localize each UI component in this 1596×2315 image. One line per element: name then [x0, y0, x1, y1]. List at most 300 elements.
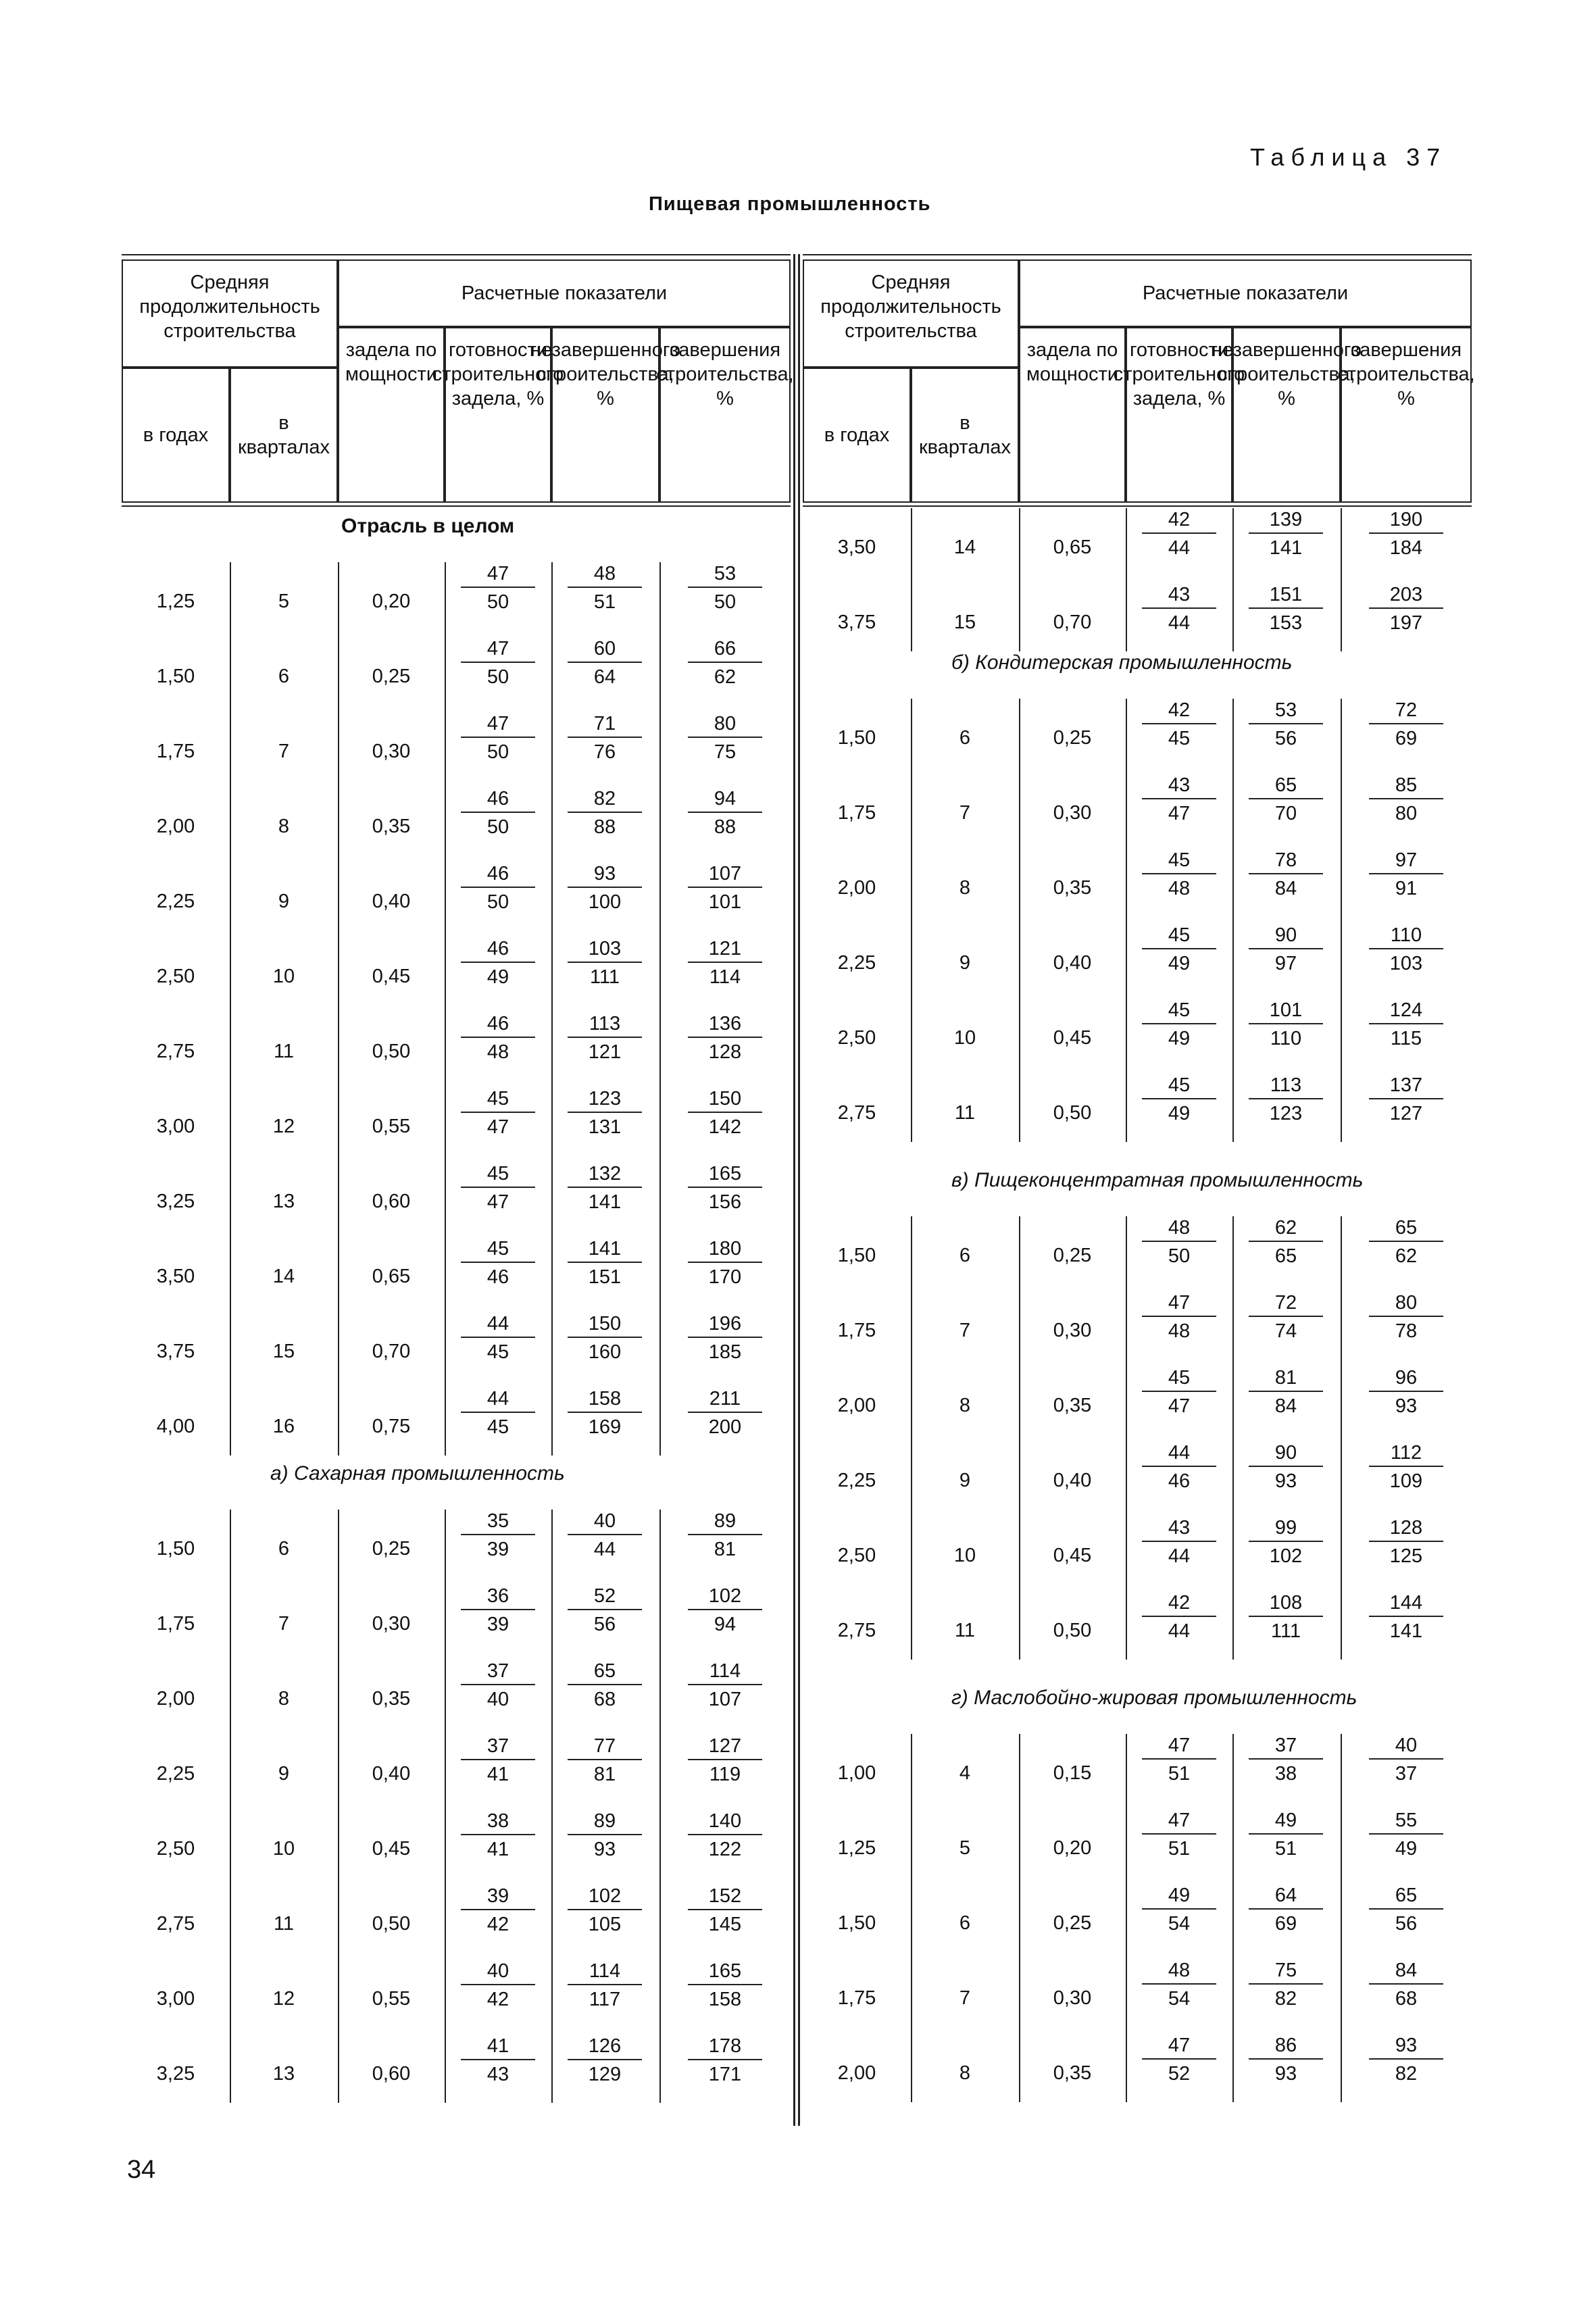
fraction-readiness	[1142, 1959, 1216, 2010]
fraction-numerator: 42	[1142, 699, 1216, 724]
cell-years: 2,75	[837, 1102, 876, 1124]
header-readiness: готовности строительного задела, %	[1126, 327, 1232, 503]
cell-capacity: 0,20	[372, 591, 411, 612]
fraction-denominator: 94	[714, 1614, 737, 1635]
cell-quarters: 7	[278, 1613, 290, 1635]
fraction-unfinished	[568, 1960, 642, 2011]
fraction-denominator: 62	[714, 666, 737, 688]
fraction-denominator: 81	[593, 1764, 616, 1785]
cell-quarters: 7	[959, 1987, 971, 2009]
cell-years: 3,50	[156, 1266, 195, 1287]
cell-quarters: 6	[959, 1245, 971, 1266]
fraction-denominator: 56	[593, 1614, 616, 1635]
fraction-numerator: 139	[1249, 508, 1323, 534]
fraction-numerator: 90	[1249, 1441, 1323, 1467]
fraction-completion	[688, 1585, 762, 1636]
fraction-denominator: 82	[1395, 2063, 1418, 2085]
fraction-completion	[688, 637, 762, 689]
fraction-denominator: 54	[1168, 1988, 1191, 2010]
header-top-rule	[122, 254, 791, 255]
cell-years: 2,25	[156, 891, 195, 912]
cell-quarters: 10	[953, 1545, 976, 1566]
fraction-readiness	[461, 1510, 535, 1561]
fraction-readiness	[1142, 1516, 1216, 1568]
fraction-numerator: 190	[1369, 508, 1443, 534]
fraction-numerator: 123	[568, 1087, 642, 1113]
fraction-numerator: 42	[1142, 508, 1216, 534]
fraction-readiness	[461, 937, 535, 989]
cell-capacity: 0,60	[372, 2063, 411, 2085]
fraction-denominator: 122	[708, 1839, 742, 1860]
fraction-denominator: 81	[714, 1539, 737, 1560]
cell-years: 1,75	[837, 802, 876, 824]
fraction-denominator: 37	[1395, 1763, 1418, 1785]
header-years: в годах	[122, 368, 230, 503]
fraction-completion	[1369, 1216, 1443, 1268]
column-rule	[1341, 699, 1342, 1142]
fraction-denominator: 49	[1168, 1028, 1191, 1049]
fraction-denominator: 50	[714, 591, 737, 613]
fraction-numerator: 150	[688, 1087, 762, 1113]
fraction-denominator: 54	[1168, 1913, 1191, 1935]
fraction-unfinished	[1249, 774, 1323, 825]
cell-years: 1,75	[156, 741, 195, 762]
fraction-denominator: 44	[1168, 1620, 1191, 1642]
fraction-numerator: 43	[1142, 583, 1216, 609]
fraction-unfinished	[568, 712, 642, 764]
fraction-completion	[1369, 1591, 1443, 1643]
cell-capacity: 0,45	[1053, 1027, 1092, 1049]
fraction-numerator: 137	[1369, 1074, 1443, 1099]
fraction-readiness	[1142, 774, 1216, 825]
fraction-numerator: 89	[568, 1810, 642, 1835]
column-rule	[911, 1734, 912, 2102]
fraction-completion	[688, 712, 762, 764]
fraction-completion	[688, 1810, 762, 1861]
fraction-denominator: 142	[708, 1116, 742, 1138]
fraction-unfinished	[568, 1885, 642, 1936]
fraction-numerator: 80	[688, 712, 762, 738]
fraction-numerator: 47	[1142, 2034, 1216, 2060]
fraction-denominator: 39	[487, 1614, 509, 1635]
fraction-denominator: 97	[1274, 953, 1297, 974]
fraction-numerator: 108	[1249, 1591, 1323, 1617]
fraction-completion	[1369, 1884, 1443, 1935]
fraction-denominator: 125	[1389, 1545, 1423, 1567]
cell-quarters: 9	[959, 952, 971, 974]
fraction-denominator: 103	[1389, 953, 1423, 974]
fraction-numerator: 65	[568, 1660, 642, 1685]
fraction-unfinished	[568, 862, 642, 914]
fraction-denominator: 44	[1168, 537, 1191, 559]
header-quarters: в кварталах	[230, 368, 338, 503]
fraction-completion	[1369, 699, 1443, 750]
cell-years: 3,25	[156, 2063, 195, 2085]
fraction-denominator: 88	[593, 816, 616, 838]
fraction-numerator: 41	[461, 2035, 535, 2060]
column-rule	[445, 1510, 446, 2103]
header-completion: завершения строительства, %	[659, 327, 791, 503]
cell-quarters: 7	[959, 802, 971, 824]
cell-quarters: 12	[272, 1116, 295, 1137]
fraction-denominator: 46	[487, 1266, 509, 1288]
fraction-completion	[688, 1735, 762, 1786]
fraction-numerator: 49	[1142, 1884, 1216, 1910]
fraction-completion	[688, 1237, 762, 1289]
fraction-numerator: 102	[568, 1885, 642, 1910]
cell-capacity: 0,65	[372, 1266, 411, 1287]
fraction-unfinished	[1249, 2034, 1323, 2085]
fraction-denominator: 119	[709, 1764, 741, 1785]
fraction-numerator: 72	[1249, 1291, 1323, 1317]
fraction-denominator: 47	[1168, 1395, 1191, 1417]
cell-quarters: 12	[272, 1988, 295, 2010]
fraction-unfinished	[1249, 1809, 1323, 1860]
fraction-denominator: 128	[708, 1041, 742, 1063]
cell-quarters: 7	[278, 741, 290, 762]
fraction-numerator: 180	[688, 1237, 762, 1263]
fraction-readiness	[1142, 583, 1216, 634]
fraction-completion	[1369, 1366, 1443, 1418]
fraction-denominator: 76	[593, 741, 616, 763]
fraction-denominator: 169	[588, 1416, 622, 1438]
fraction-readiness	[461, 1585, 535, 1636]
header-years: в годах	[803, 368, 911, 503]
fraction-readiness	[461, 1960, 535, 2011]
fraction-denominator: 88	[714, 816, 737, 838]
fraction-denominator: 109	[1389, 1470, 1423, 1492]
fraction-completion	[688, 787, 762, 839]
fraction-unfinished	[568, 2035, 642, 2086]
cell-quarters: 15	[953, 612, 976, 633]
column-rule	[230, 562, 231, 1455]
fraction-numerator: 47	[461, 712, 535, 738]
fraction-numerator: 43	[1142, 774, 1216, 799]
fraction-numerator: 53	[1249, 699, 1323, 724]
fraction-completion	[688, 1510, 762, 1561]
page-number: 34	[127, 2156, 156, 2184]
fraction-denominator: 45	[487, 1341, 509, 1363]
fraction-completion	[688, 1387, 762, 1439]
cell-years: 1,50	[156, 1538, 195, 1560]
fraction-numerator: 46	[461, 937, 535, 963]
fraction-numerator: 94	[688, 787, 762, 813]
fraction-numerator: 86	[1249, 2034, 1323, 2060]
column-rule	[551, 1510, 553, 2103]
fraction-denominator: 51	[593, 591, 616, 613]
fraction-unfinished	[568, 637, 642, 689]
cell-capacity: 0,30	[1053, 802, 1092, 824]
fraction-readiness	[461, 562, 535, 614]
fraction-denominator: 44	[1168, 1545, 1191, 1567]
fraction-completion	[1369, 1441, 1443, 1493]
fraction-readiness	[1142, 1366, 1216, 1418]
fraction-denominator: 56	[1395, 1913, 1418, 1935]
fraction-numerator: 110	[1369, 924, 1443, 949]
fraction-numerator: 93	[568, 862, 642, 888]
fraction-numerator: 84	[1369, 1959, 1443, 1985]
column-rule	[1019, 699, 1020, 1142]
fraction-readiness	[461, 1087, 535, 1139]
left-panel	[122, 254, 794, 2126]
fraction-readiness	[1142, 2034, 1216, 2085]
fraction-readiness	[461, 1012, 535, 1064]
fraction-numerator: 128	[1369, 1516, 1443, 1542]
fraction-numerator: 151	[1249, 583, 1323, 609]
fraction-denominator: 50	[487, 891, 509, 913]
fraction-numerator: 72	[1369, 699, 1443, 724]
fraction-numerator: 65	[1249, 774, 1323, 799]
cell-capacity: 0,15	[1053, 1762, 1092, 1784]
fraction-denominator: 184	[1389, 537, 1423, 559]
fraction-numerator: 113	[568, 1012, 642, 1038]
fraction-completion	[688, 937, 762, 989]
fraction-denominator: 50	[487, 816, 509, 838]
fraction-numerator: 150	[568, 1312, 642, 1338]
fraction-denominator: 84	[1274, 878, 1297, 899]
header-indicators: Расчетные показатели	[1019, 259, 1472, 327]
fraction-denominator: 171	[708, 2064, 742, 2085]
fraction-numerator: 78	[1249, 849, 1323, 874]
cell-quarters: 11	[273, 1041, 295, 1062]
fraction-numerator: 65	[1369, 1216, 1443, 1242]
fraction-denominator: 41	[487, 1764, 509, 1785]
fraction-numerator: 45	[1142, 924, 1216, 949]
fraction-unfinished	[568, 1012, 642, 1064]
fraction-numerator: 203	[1369, 583, 1443, 609]
cell-capacity: 0,70	[1053, 612, 1092, 633]
column-rule	[1341, 1216, 1342, 1660]
cell-capacity: 0,60	[372, 1191, 411, 1212]
column-rule	[338, 562, 339, 1455]
fraction-denominator: 43	[487, 2064, 509, 2085]
cell-quarters: 11	[273, 1913, 295, 1935]
fraction-denominator: 129	[588, 2064, 622, 2085]
cell-capacity: 0,25	[1053, 1912, 1092, 1934]
fraction-unfinished	[1249, 849, 1323, 900]
fraction-completion	[688, 1885, 762, 1936]
fraction-denominator: 42	[487, 1914, 509, 1935]
section-title: а) Сахарная промышленность	[270, 1462, 565, 1485]
header-unfinished: незавершенного строительства, %	[1232, 327, 1341, 503]
cell-years: 2,25	[156, 1763, 195, 1785]
fraction-completion	[688, 2035, 762, 2086]
cell-quarters: 8	[959, 1395, 971, 1416]
cell-years: 1,75	[837, 1987, 876, 2009]
fraction-readiness	[1142, 924, 1216, 975]
fraction-completion	[1369, 924, 1443, 975]
fraction-denominator: 68	[1395, 1988, 1418, 2010]
cell-years: 2,75	[156, 1041, 195, 1062]
fraction-denominator: 70	[1274, 803, 1297, 824]
fraction-denominator: 110	[1270, 1028, 1302, 1049]
fraction-unfinished	[568, 1660, 642, 1711]
fraction-numerator: 47	[461, 562, 535, 588]
fraction-numerator: 49	[1249, 1809, 1323, 1835]
fraction-unfinished	[1249, 1734, 1323, 1785]
cell-capacity: 0,45	[372, 966, 411, 987]
fraction-readiness	[1142, 1291, 1216, 1343]
fraction-completion	[1369, 1516, 1443, 1568]
fraction-numerator: 37	[1249, 1734, 1323, 1760]
cell-quarters: 9	[278, 1763, 290, 1785]
fraction-numerator: 82	[568, 787, 642, 813]
column-rule	[445, 562, 446, 1455]
fraction-denominator: 93	[1274, 2063, 1297, 2085]
cell-years: 2,00	[837, 1395, 876, 1416]
fraction-numerator: 48	[568, 562, 642, 588]
cell-years: 2,00	[837, 877, 876, 899]
fraction-unfinished	[568, 1087, 642, 1139]
column-rule	[1341, 1734, 1342, 2102]
fraction-denominator: 93	[593, 1839, 616, 1860]
cell-quarters: 9	[959, 1470, 971, 1491]
column-rule	[911, 1216, 912, 1660]
fraction-numerator: 101	[1249, 999, 1323, 1024]
fraction-completion	[688, 1312, 762, 1364]
cell-quarters: 11	[954, 1620, 976, 1641]
column-rule	[659, 1510, 661, 2103]
fraction-unfinished	[1249, 1216, 1323, 1268]
cell-quarters: 14	[272, 1266, 295, 1287]
header-completion: завершения строительства, %	[1341, 327, 1472, 503]
fraction-numerator: 38	[461, 1810, 535, 1835]
cell-years: 2,75	[837, 1620, 876, 1641]
fraction-numerator: 114	[568, 1960, 642, 1985]
fraction-completion	[688, 1012, 762, 1064]
fraction-numerator: 71	[568, 712, 642, 738]
cell-capacity: 0,40	[372, 1763, 411, 1785]
fraction-denominator: 45	[487, 1416, 509, 1438]
fraction-denominator: 48	[1168, 1320, 1191, 1342]
fraction-unfinished	[568, 1585, 642, 1636]
fraction-unfinished	[568, 562, 642, 614]
fraction-denominator: 158	[708, 1989, 742, 2010]
fraction-readiness	[1142, 1734, 1216, 1785]
cell-capacity: 0,20	[1053, 1837, 1092, 1859]
fraction-denominator: 127	[1389, 1103, 1423, 1124]
fraction-numerator: 80	[1369, 1291, 1443, 1317]
cell-capacity: 0,40	[372, 891, 411, 912]
fraction-readiness	[461, 2035, 535, 2086]
cell-capacity: 0,25	[1053, 727, 1092, 749]
cell-years: 3,25	[156, 1191, 195, 1212]
fraction-denominator: 38	[1274, 1763, 1297, 1785]
cell-years: 2,50	[837, 1545, 876, 1566]
fraction-numerator: 136	[688, 1012, 762, 1038]
cell-capacity: 0,35	[372, 1688, 411, 1710]
cell-quarters: 10	[953, 1027, 976, 1049]
fraction-unfinished	[1249, 1291, 1323, 1343]
fraction-denominator: 156	[708, 1191, 742, 1213]
cell-capacity: 0,55	[372, 1116, 411, 1137]
fraction-numerator: 37	[461, 1660, 535, 1685]
cell-capacity: 0,30	[1053, 1320, 1092, 1341]
right-panel	[803, 254, 1475, 2126]
column-rule	[1019, 1734, 1020, 2102]
fraction-numerator: 62	[1249, 1216, 1323, 1242]
fraction-denominator: 65	[1274, 1245, 1297, 1267]
fraction-numerator: 46	[461, 787, 535, 813]
column-rule	[911, 699, 912, 1142]
cell-capacity: 0,40	[1053, 952, 1092, 974]
cell-years: 1,50	[837, 727, 876, 749]
cell-years: 2,00	[837, 2062, 876, 2084]
fraction-numerator: 124	[1369, 999, 1443, 1024]
fraction-numerator: 65	[1369, 1884, 1443, 1910]
fraction-denominator: 197	[1389, 612, 1423, 634]
fraction-denominator: 47	[487, 1116, 509, 1138]
fraction-completion	[1369, 2034, 1443, 2085]
fraction-denominator: 69	[1274, 1913, 1297, 1935]
fraction-denominator: 111	[1270, 1620, 1301, 1642]
fraction-denominator: 39	[487, 1539, 509, 1560]
cell-capacity: 0,75	[372, 1416, 411, 1437]
cell-years: 1,75	[156, 1613, 195, 1635]
fraction-readiness	[461, 787, 535, 839]
fraction-denominator: 51	[1168, 1763, 1191, 1785]
fraction-completion	[688, 1162, 762, 1214]
fraction-numerator: 64	[1249, 1884, 1323, 1910]
header-capacity: задела по мощности	[1019, 327, 1126, 503]
cell-years: 1,75	[837, 1320, 876, 1341]
fraction-unfinished	[1249, 1074, 1323, 1125]
column-rule	[230, 1510, 231, 2103]
cell-quarters: 6	[959, 727, 971, 749]
fraction-numerator: 42	[1142, 1591, 1216, 1617]
fraction-numerator: 165	[688, 1960, 762, 1985]
fraction-denominator: 56	[1274, 728, 1297, 749]
fraction-denominator: 111	[589, 966, 620, 988]
cell-years: 1,25	[156, 591, 195, 612]
fraction-numerator: 48	[1142, 1216, 1216, 1242]
fraction-completion	[1369, 999, 1443, 1050]
fraction-denominator: 200	[708, 1416, 742, 1438]
fraction-unfinished	[1249, 1884, 1323, 1935]
cell-quarters: 6	[278, 1538, 290, 1560]
column-rule	[1126, 508, 1127, 651]
fraction-readiness	[1142, 699, 1216, 750]
fraction-numerator: 140	[688, 1810, 762, 1835]
fraction-unfinished	[1249, 1441, 1323, 1493]
fraction-readiness	[1142, 1441, 1216, 1493]
section-title: в) Пищеконцентратная промышленность	[951, 1169, 1364, 1191]
cell-years: 2,50	[837, 1027, 876, 1049]
header-quarters: в кварталах	[911, 368, 1019, 503]
fraction-completion	[1369, 1291, 1443, 1343]
fraction-denominator: 93	[1274, 1470, 1297, 1492]
fraction-denominator: 49	[1395, 1838, 1418, 1860]
fraction-readiness	[1142, 1809, 1216, 1860]
section-title: Отрасль в целом	[341, 515, 515, 537]
cell-capacity: 0,70	[372, 1341, 411, 1362]
column-rule	[1232, 1734, 1234, 2102]
fraction-readiness	[461, 1810, 535, 1861]
cell-capacity: 0,45	[372, 1838, 411, 1860]
fraction-numerator: 211	[688, 1387, 762, 1413]
cell-capacity: 0,50	[1053, 1102, 1092, 1124]
cell-quarters: 10	[272, 1838, 295, 1860]
fraction-numerator: 127	[688, 1735, 762, 1760]
cell-quarters: 10	[272, 966, 295, 987]
fraction-denominator: 44	[593, 1539, 616, 1560]
cell-quarters: 13	[272, 1191, 295, 1212]
fraction-unfinished	[568, 937, 642, 989]
fraction-numerator: 77	[568, 1735, 642, 1760]
cell-years: 2,25	[837, 952, 876, 974]
fraction-denominator: 114	[709, 966, 741, 988]
cell-quarters: 13	[272, 2063, 295, 2085]
